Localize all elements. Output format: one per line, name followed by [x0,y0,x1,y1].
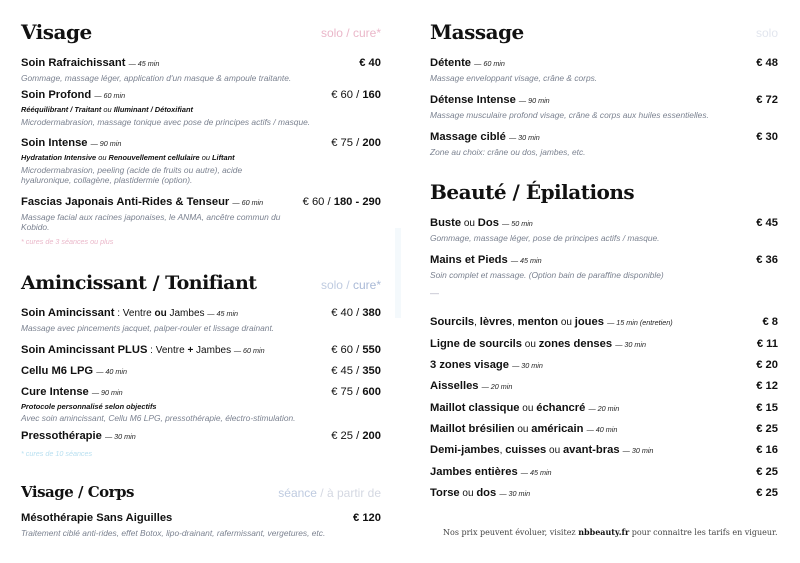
service-duration: — 60 min [232,198,264,207]
epilation-duration: — 20 min [588,404,620,413]
section-amincissant-header [21,272,381,302]
service-name: Fascias Japonais Anti-Rides & Tenseur — 60 min [21,196,264,208]
epilation-duration: — 30 min [499,489,531,498]
service-duration: — 45 min [128,59,160,68]
service-name: Soin Rafraichissant — 45 min [21,57,160,69]
epilation-name: Aisselles — 20 min [430,380,513,392]
epilation-item [430,359,778,373]
service-name: Soin Intense — 90 min [21,137,122,149]
service-price: € 60 / 180 - 290 [302,196,381,208]
service-item [21,57,381,83]
epilation-name: Torse ou dos — 30 min [430,487,531,499]
service-name: Soin Profond — 60 min [21,89,126,101]
service-description: Microdermabrasion, peeling (acide de fruits ou autre), acide hyaluronique, collagène, plastidermie (option). [21,165,243,185]
service-item [21,344,381,358]
epilation-price: € 25 [756,466,778,478]
service-duration: — 60 min [233,346,265,355]
epilation-item [430,402,778,416]
service-price: € 25 / 200 [331,430,381,442]
cure-note: * cures de 3 séances ou plus [21,237,114,246]
epilation-item [430,316,778,330]
section-title: Amincissant / Tonifiant [21,272,257,294]
service-duration: — 90 min [518,96,550,105]
epilation-price: € 25 [756,487,778,499]
service-name: Buste ou Dos — 50 min [430,217,533,229]
service-price: € 45 / 350 [331,365,381,377]
footer-note: Nos prix peuvent évoluer, visitez nbbeauty.fr pour connaitre les tarifs en vigueur. [443,527,778,537]
service-duration: — 45 min [510,256,542,265]
epilation-name: Jambes entières — 45 min [430,466,552,478]
service-description: Zone au choix: crâne ou dos, jambes, etc. [430,147,586,157]
legend-solo: solo [320,278,343,292]
service-description: Massage facial aux racines japonaises, le ANMA, ancêtre commun du Kobido. [21,212,281,232]
epilation-item [430,466,778,480]
legend-from: / à partir de [316,486,381,500]
service-name: Mésothérapie Sans Aiguilles [21,512,173,524]
service-description: Microdermabrasion, massage tonique avec pose de principes actifs / masque. [21,117,311,127]
service-price: € 40 / 380 [331,307,381,319]
service-duration: — 90 min [91,388,123,397]
service-item [430,57,778,83]
service-price: € 75 / 200 [331,137,381,149]
service-item [430,94,778,120]
legend-seance: séance [278,486,317,500]
epilation-price: € 25 [756,423,778,435]
service-duration: — 60 min [94,91,126,100]
epilation-price: € 16 [756,444,778,456]
legend-solo: solo [320,26,343,40]
epilation-duration: — 40 min [586,425,618,434]
epilation-duration: — 30 min [622,446,654,455]
service-item [21,512,381,538]
service-name: Détense Intense — 90 min [430,94,550,106]
service-item [430,254,778,280]
epilation-duration: — 45 min [520,468,552,477]
pricing-legend [278,486,381,500]
cure-note: * cures de 10 séances [21,449,93,458]
epilation-name: 3 zones visage — 30 min [430,359,543,371]
legend-cure: cure* [352,26,381,40]
legend-sep: / [342,26,353,40]
epilation-item [430,444,778,458]
website-link[interactable]: nbbeauty.fr [578,527,630,537]
service-name: Cure Intense — 90 min [21,386,123,398]
section-beaute-header [430,180,778,210]
service-item [21,137,381,185]
epilation-duration: — 15 min (entretien) [607,318,673,327]
service-duration: — 50 min [502,219,533,228]
pricing-legend: solo [755,26,778,40]
section-title: Visage [21,20,92,44]
service-price: € 60 / 550 [331,344,381,356]
service-item [21,89,381,127]
epilation-item [430,338,778,352]
divider-dash: — [430,288,439,298]
epilation-name: Ligne de sourcils ou zones denses — 30 min [430,338,646,350]
epilation-price: € 8 [762,316,778,328]
service-price: € 120 [353,512,381,524]
section-visage-corps-header [21,483,381,513]
pricing-legend [321,278,381,292]
service-price: € 36 [756,254,778,266]
service-description: Massage avec pincements jacquet, palper-rouler et lissage drainant. [21,323,275,333]
epilation-item [430,423,778,437]
epilation-name: Sourcils, lèvres, menton ou joues — 15 min (entretien) [430,316,673,328]
service-item [21,307,381,333]
service-description: Massage enveloppant visage, crâne & corps. [430,73,598,83]
service-item [430,217,778,243]
service-item [21,196,381,232]
service-price: € 45 [756,217,778,229]
service-price: € 30 [756,131,778,143]
service-description: Gommage, massage léger, application d'un masque & ampoule traitante. [21,73,292,83]
epilation-price: € 12 [756,380,778,392]
section-title: Visage / Corps [21,483,134,501]
decorative-mark [395,228,401,318]
service-duration: — 60 min [474,59,505,68]
service-description: Gommage, massage léger, pose de principes actifs / masque. [430,233,660,243]
service-duration: — 30 min [104,432,136,441]
service-name: Soin Amincissant PLUS : Ventre + Jambes — 60 min [21,344,265,356]
service-name: Pressothérapie — 30 min [21,430,136,442]
section-title: Massage [430,20,524,44]
section-title: Beauté / Épilations [430,180,635,204]
service-price: € 75 / 600 [331,386,381,398]
service-duration: — 30 min [508,133,540,142]
service-price: € 40 [359,57,381,69]
service-options: Hydratation Intensive ou Renouvellement cellulaire ou Liftant [21,153,235,162]
epilation-name: Maillot classique ou échancré — 20 min [430,402,620,414]
epilation-item [430,380,778,394]
service-price: € 72 [756,94,778,106]
service-price: € 48 [756,57,778,69]
epilation-price: € 15 [756,402,778,414]
service-duration: — 90 min [90,139,122,148]
service-item [21,430,381,444]
section-massage-header [430,20,778,50]
service-name: Cellu M6 LPG — 40 min [21,365,127,377]
service-options: Rééquilibrant / Traitant ou Illuminant / Détoxifiant [21,105,193,114]
epilation-price: € 20 [756,359,778,371]
service-item [430,131,778,157]
legend-sep: / [342,278,353,292]
epilation-name: Demi-jambes, cuisses ou avant-bras — 30 min [430,444,654,456]
service-description: Avec soin amincissant, Cellu M6 LPG, pressothérapie, électro-stimulation. [21,413,296,423]
legend-cure: cure* [352,278,381,292]
epilation-duration: — 20 min [481,382,513,391]
epilation-price: € 11 [756,338,778,350]
epilation-item [430,487,778,501]
service-duration: — 40 min [96,367,127,376]
service-item [21,386,381,423]
service-description: Soin complet et massage. (Option bain de paraffine disponible) [430,270,664,280]
service-name: Mains et Pieds — 45 min [430,254,542,266]
service-name: Massage ciblé — 30 min [430,131,540,143]
epilation-name: Maillot brésilien ou américain — 40 min [430,423,618,435]
epilation-duration: — 30 min [615,340,646,349]
service-description: Traitement ciblé anti-rides, effet Botox, lipo-drainant, rafermissant, vergetures, etc. [21,528,326,538]
service-name: Détente — 60 min [430,57,505,69]
service-item [21,365,381,379]
service-duration: — 45 min [207,309,239,318]
service-options: Protocole personnalisé selon objectifs [21,402,157,411]
pricing-legend [321,26,381,40]
service-price: € 60 / 160 [331,89,381,101]
section-visage-header [21,20,381,50]
service-name: Soin Amincissant : Ventre ou Jambes — 45 min [21,307,239,319]
service-description: Massage musculaire profond visage, crâne & corps aux huiles essentielles. [430,110,709,120]
epilation-duration: — 30 min [512,361,543,370]
